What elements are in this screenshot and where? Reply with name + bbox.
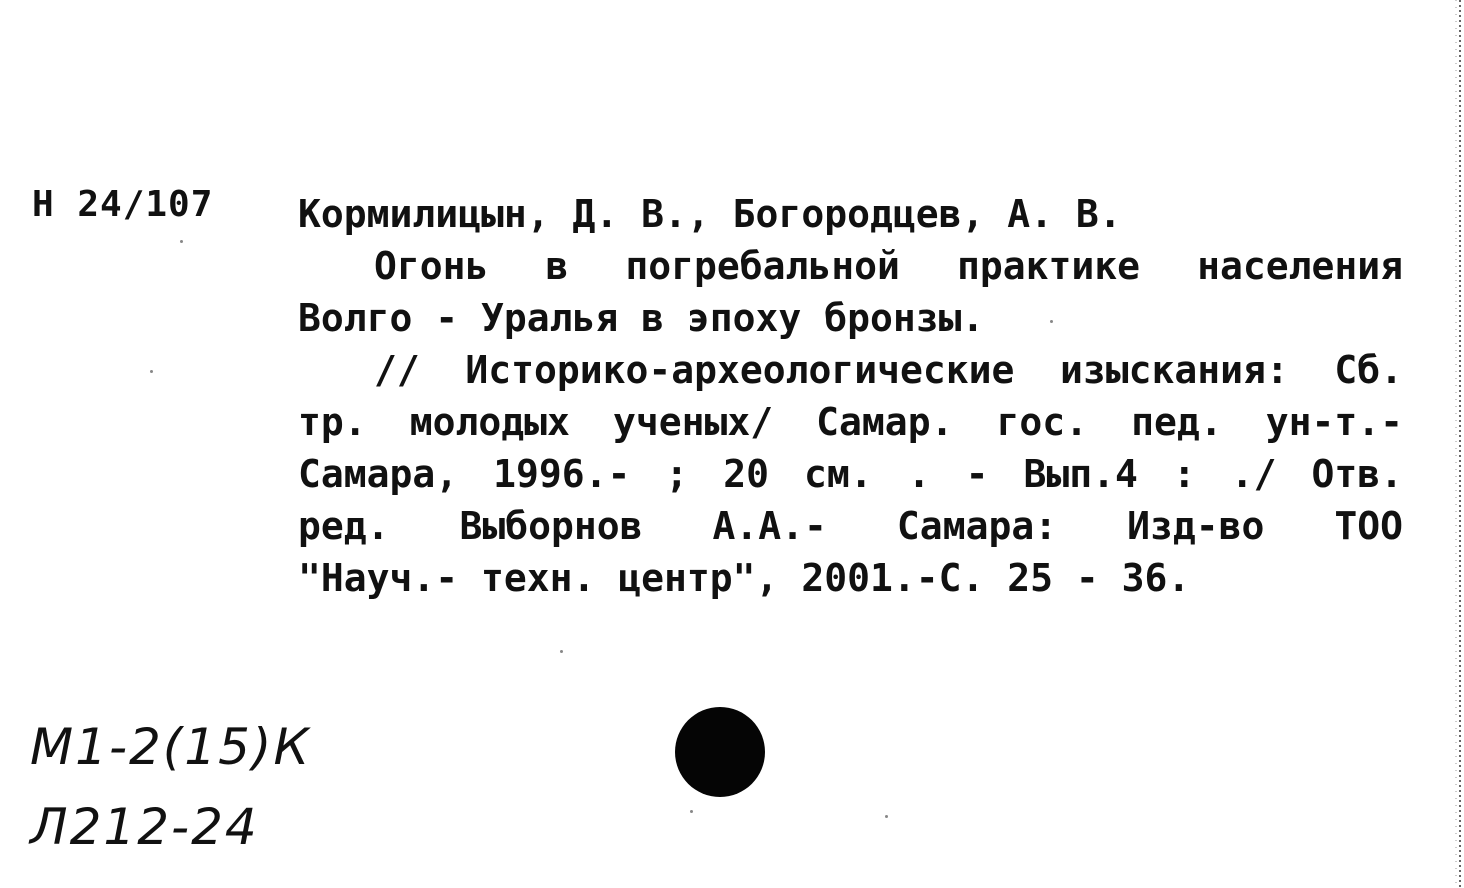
- source-line-4: ред. Выборнов А.А.- Самара: Изд-во ТОО: [298, 504, 1403, 548]
- scan-speck: [1050, 320, 1053, 323]
- scan-speck: [180, 240, 183, 243]
- source-line-2: тр. молодых ученых/ Самар. гос. пед. ун-т.-: [298, 400, 1403, 444]
- bibliographic-entry: [298, 188, 1403, 604]
- handwritten-code-2: Л212-24: [30, 798, 259, 856]
- scan-speck: [560, 650, 563, 653]
- source-line-1: // Историко-археологические изыскания: Сб.: [374, 348, 1403, 392]
- author-line: Кормилицын, Д. В., Богородцев, А. В.: [298, 192, 1122, 236]
- shelfmark: Н 24/107: [32, 184, 214, 225]
- card-edge-texture: [1440, 0, 1464, 888]
- source-line-5: "Науч.- техн. центр", 2001.-С. 25 - 36.: [298, 556, 1191, 600]
- handwritten-code-1: М1-2(15)К: [30, 718, 311, 776]
- title-line-2: Волго - Уралья в эпоху бронзы.: [298, 296, 985, 340]
- scan-speck: [150, 370, 153, 373]
- source-line-3: Самара, 1996.- ; 20 см. . - Вып.4 : ./ Отв.: [298, 452, 1403, 496]
- punch-hole: [675, 707, 765, 797]
- scan-speck: [690, 810, 693, 813]
- scan-speck: [885, 815, 888, 818]
- title-line-1: Огонь в погребальной практике населения: [374, 244, 1403, 288]
